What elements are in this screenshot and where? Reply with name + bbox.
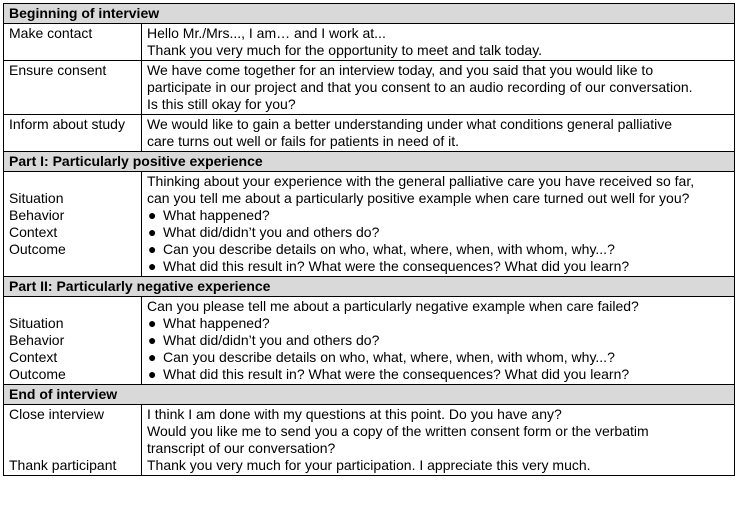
text-line: transcript of our conversation?: [147, 440, 336, 456]
section-header-row: [4, 385, 735, 405]
row-content: [142, 297, 735, 385]
table-row: [4, 115, 735, 152]
text-line: Hello Mr./Mrs..., I am… and I work at...: [147, 25, 386, 41]
row-label-line: Behavior: [9, 332, 65, 348]
list-item-text: What happened?: [163, 207, 270, 223]
table-row: [4, 172, 735, 277]
text-line: I think I am done with my questions at this point. Do you have any?: [147, 406, 562, 422]
section-title: Part II: Particularly negative experience: [4, 277, 735, 297]
row-label-line: Outcome: [9, 366, 66, 382]
interview-guide-table: [3, 3, 735, 476]
list-item: [147, 224, 729, 241]
row-content: [142, 115, 735, 152]
section-title: End of interview: [4, 385, 735, 405]
row-label: Ensure consent: [4, 61, 142, 115]
bullet-icon: ●: [148, 315, 157, 331]
row-label-line: Behavior: [9, 207, 65, 223]
row-label: [4, 297, 142, 385]
table-row: [4, 405, 735, 476]
table-row: [4, 24, 735, 61]
row-label: Make contact: [4, 24, 142, 61]
text-line: Is this still okay for you?: [147, 96, 296, 112]
text-line: Thinking about your experience with the general palliative care you have received so far,: [147, 173, 695, 189]
list-item: [147, 315, 729, 332]
row-content: [142, 172, 735, 277]
row-label-line: Outcome: [9, 241, 66, 257]
section-title: Part I: Particularly positive experience: [4, 152, 735, 172]
list-item: [147, 241, 729, 258]
list-item-text: Can you describe details on who, what, where, when, with whom, why...?: [163, 349, 615, 365]
section-header-row: [4, 4, 735, 24]
row-label-line: Situation: [9, 190, 64, 206]
bullet-icon: ●: [148, 258, 157, 274]
list-item: [147, 332, 729, 349]
text-line: participate in our project and that you consent to an audio recording of our conversation.: [147, 79, 693, 95]
row-label-line: Context: [9, 349, 58, 365]
bullet-list: [147, 207, 729, 275]
section-header-row: [4, 277, 735, 297]
bullet-icon: ●: [148, 224, 157, 240]
row-label-line: Thank participant: [9, 457, 117, 473]
section-title: Beginning of interview: [4, 4, 735, 24]
list-item: [147, 366, 729, 383]
text-line: Thank you very much for your participation. I appreciate this very much.: [147, 457, 591, 473]
row-label-line: Context: [9, 224, 58, 240]
list-item-text: What did/didn’t you and others do?: [163, 332, 380, 348]
table-row: [4, 61, 735, 115]
text-line: care turns out well or fails for patients in need of it.: [147, 133, 460, 149]
text-line: can you tell me about a particularly positive example when care turned out well for you?: [147, 190, 690, 206]
row-label: Inform about study: [4, 115, 142, 152]
list-item-text: What did this result in? What were the consequences? What did you learn?: [163, 366, 630, 382]
list-item: [147, 207, 729, 224]
row-content: [142, 61, 735, 115]
row-label-line: Situation: [9, 315, 64, 331]
list-item-text: What did/didn’t you and others do?: [163, 224, 380, 240]
bullet-icon: ●: [148, 207, 157, 223]
text-line: We have come together for an interview today, and you said that you would like to: [147, 62, 654, 78]
list-item-text: What happened?: [163, 315, 270, 331]
bullet-icon: ●: [148, 366, 157, 382]
bullet-list: [147, 315, 729, 383]
bullet-icon: ●: [148, 241, 157, 257]
text-line: We would like to gain a better understanding under what conditions general palliative: [147, 116, 673, 132]
section-header-row: [4, 152, 735, 172]
list-item-text: Can you describe details on who, what, where, when, with whom, why...?: [163, 241, 615, 257]
row-content: [142, 405, 735, 476]
bullet-icon: ●: [148, 349, 157, 365]
table-row: [4, 297, 735, 385]
text-line: Thank you very much for the opportunity to meet and talk today.: [147, 42, 543, 58]
row-content: [142, 24, 735, 61]
list-item: [147, 258, 729, 275]
bullet-icon: ●: [148, 332, 157, 348]
list-item: [147, 349, 729, 366]
row-label: [4, 172, 142, 277]
text-line: Can you please tell me about a particularly negative example when care failed?: [147, 298, 639, 314]
text-line: Would you like me to send you a copy of the written consent form or the verbatim: [147, 423, 649, 439]
row-label: [4, 405, 142, 476]
row-label-line: Close interview: [9, 406, 104, 422]
list-item-text: What did this result in? What were the consequences? What did you learn?: [163, 258, 630, 274]
